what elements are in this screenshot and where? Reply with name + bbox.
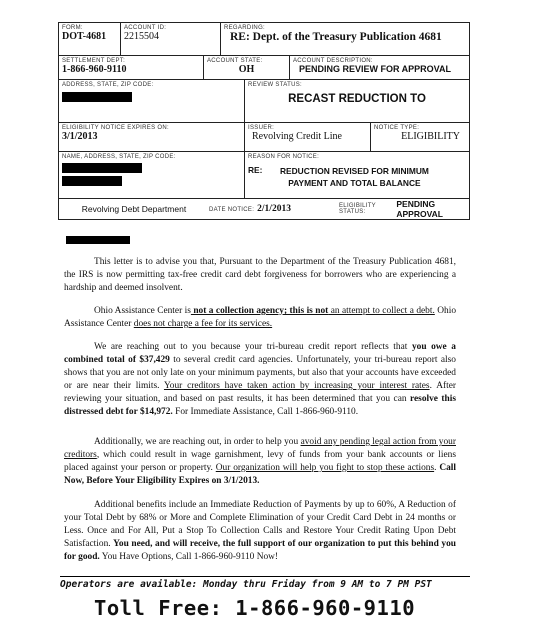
- name-address-cell: [59, 152, 245, 198]
- settlement-label: SETTLEMENT DEPT:: [62, 58, 126, 64]
- settlement-value: 1-866-960-9110: [62, 64, 127, 75]
- name-redaction-1: [62, 163, 142, 173]
- p2-text-c: is not: [306, 306, 329, 316]
- date-notice-value: 2/1/2013: [257, 204, 291, 214]
- p4-text-a: Additionally, we are reaching out, in order to help you: [94, 437, 301, 447]
- p4-text-e: .: [434, 463, 440, 473]
- regarding-value: RE: Dept. of the Treasury Publication 4681: [230, 31, 442, 43]
- account-description-value: PENDING REVIEW FOR APPROVAL: [299, 64, 452, 74]
- account-state-cell: [204, 56, 290, 79]
- department-text: Revolving Debt Department: [81, 204, 187, 214]
- operators-hours: Operators are available: Monday thru Friday from 9 AM to 7 PM PST: [60, 576, 470, 590]
- reason-line-1: REDUCTION REVISED FOR MINIMUM: [280, 166, 429, 176]
- eligibility-status-label: ELIGIBILITY STATUS:: [339, 203, 376, 215]
- p2-text-f: does not charge a fee for its services.: [133, 319, 273, 329]
- footer-row: [59, 199, 469, 219]
- form-cell: [59, 23, 121, 55]
- reason-line-2: PAYMENT AND TOTAL BALANCE: [288, 178, 421, 188]
- letter-p1-text: This letter is to advise you that, Pursuant to the Department of the Treasury Publication 4681, the IRS is now permitting tax-free credit card debt forgiveness for borrowers who are experiencing a hardship and deemed insolvent.: [64, 257, 456, 293]
- eligibility-status: [339, 199, 469, 219]
- issuer-cell: [245, 123, 371, 151]
- notice-type-cell: [371, 123, 469, 151]
- account-id-cell: [121, 23, 221, 55]
- notice-type-label: NOTICE TYPE:: [374, 125, 420, 131]
- regarding-cell: [221, 23, 469, 55]
- review-status-cell: [245, 80, 469, 122]
- address-cell: [59, 80, 245, 122]
- review-status-value: RECAST REDUCTION TO: [288, 93, 426, 105]
- letter-paragraph-3: [64, 341, 456, 419]
- eligibility-expires-cell: [59, 123, 245, 151]
- reason-label: REASON FOR NOTICE:: [248, 154, 320, 160]
- p3-text-f: resolve this distressed debt for $14,972.: [64, 394, 457, 417]
- notice-type-value: ELIGIBILITY: [401, 131, 460, 142]
- p3-text-g: For Immediate Assistance, Call 1-866-960-9110.: [172, 407, 359, 417]
- letter-paragraph-4: [64, 436, 456, 488]
- notice-header-grid: [58, 22, 470, 220]
- p5-text-c: You Have Options, Call 1-866-960-9110 Now!: [99, 552, 279, 562]
- p3-text-e: . After reviewing your situation, and based on past results, it has been determined that you can: [64, 381, 456, 404]
- settlement-cell: [59, 56, 204, 79]
- account-state-label: ACCOUNT STATE:: [207, 58, 263, 64]
- regarding-label: REGARDING:: [224, 25, 266, 31]
- p2-text-e: Ohio Assistance Center: [64, 306, 457, 329]
- p5-text-b: You need, and will receive, the full support of our organization to put this behind you for good.: [64, 539, 456, 562]
- name-redaction-2: [62, 176, 122, 186]
- p3-text-c: to several credit card agencies. Unfortunately, your tri-bureau report also shows that you are not only late on your minimum payments, but also that your accounts have exceeded or are near their limits.: [64, 355, 456, 391]
- p3-text-b: you owe a combined total of $37,429: [64, 342, 456, 365]
- letter-paragraph-5: [64, 499, 456, 564]
- address-redaction: [62, 92, 132, 102]
- issuer-value: Revolving Credit Line: [252, 131, 342, 142]
- issuer-label: ISSUER:: [248, 125, 275, 131]
- date-notice-label: DATE NOTICE:: [209, 207, 255, 213]
- account-description-cell: [290, 56, 469, 79]
- p5-text-a: Additional benefits include an Immediate Reduction of Payments by up to 60%, A Reduction of your Total Debt by 68% or More and Complete Elimination of your Credit Card Debt in 24 months or Less. Once and For All, Put a Stop To Collection Calls and Restore Your Credit Rating Upon Debt Satisfaction.: [64, 500, 456, 549]
- eligibility-expires-value: 3/1/2013: [62, 131, 98, 142]
- reason-cell: [245, 152, 469, 198]
- name-address-label: NAME, ADDRESS, STATE, ZIP CODE:: [62, 154, 176, 160]
- form-label: FORM:: [62, 25, 83, 31]
- p3-text-a: We are reaching out to you because your tri-bureau credit report reflects that: [94, 342, 412, 352]
- eligibility-expires-label: ELIGIBILITY NOTICE EXPIRES ON:: [62, 125, 169, 131]
- toll-free-number: Toll Free: 1-866-960-9110: [94, 596, 416, 620]
- p4-text-f: Call Now, Before Your Eligibility Expires on 3/1/2013.: [64, 463, 457, 486]
- p2-text-b: not a collection agency; this: [190, 306, 307, 316]
- p2-text-d: an attempt to collect a debt.: [328, 306, 435, 316]
- review-status-label: REVIEW STATUS:: [248, 82, 302, 88]
- reason-text: [248, 165, 466, 189]
- form-value: DOT-4681: [62, 31, 107, 42]
- eligibility-status-value: PENDING APPROVAL: [396, 199, 443, 219]
- account-id-value: 2215504: [124, 31, 159, 42]
- p3-text-d: Your creditors have taken action by increasing your interest rates: [163, 381, 430, 391]
- letter-paragraph-2: [64, 305, 456, 331]
- letter-paragraph-1: [64, 256, 456, 295]
- p4-text-d: Our organization will help you fight to stop these actions: [215, 463, 435, 473]
- address-label: ADDRESS, STATE, ZIP CODE:: [62, 82, 154, 88]
- p4-text-b: avoid any pending legal action from your creditors: [64, 437, 456, 460]
- account-description-label: ACCOUNT DESCRIPTION:: [293, 58, 373, 64]
- p2-text-a: Ohio Assistance Center is: [94, 306, 191, 316]
- p4-text-c: , which could result in wage garnishment, levy of funds from your bank accounts or liens placed against your person or property.: [64, 450, 456, 473]
- account-id-label: ACCOUNT ID:: [124, 25, 167, 31]
- date-notice: [209, 204, 339, 214]
- account-state-value: OH: [238, 64, 255, 75]
- salutation-redaction: [66, 236, 130, 244]
- reason-lines: [280, 165, 429, 189]
- reason-prefix: RE:: [248, 165, 263, 175]
